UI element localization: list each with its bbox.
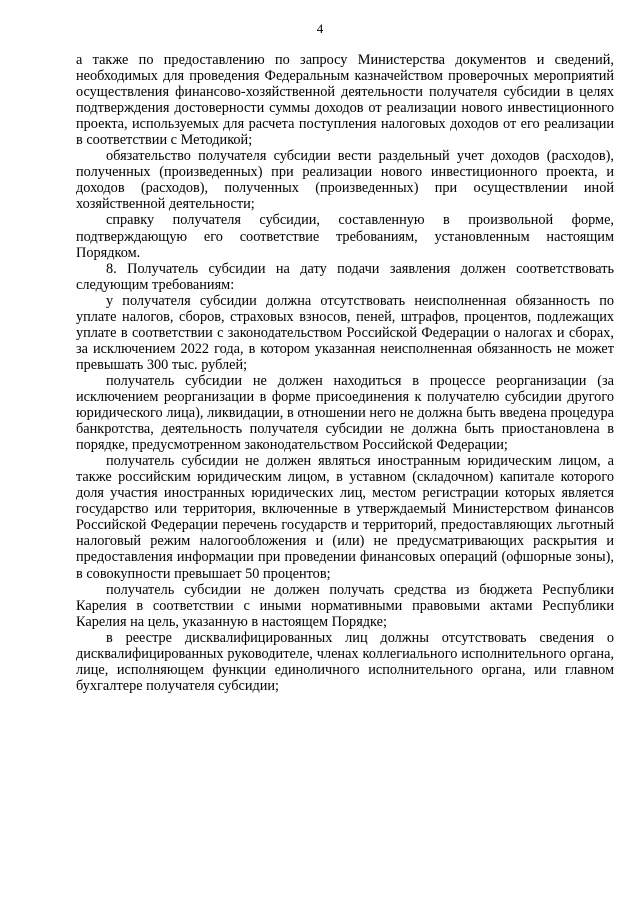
paragraph: а также по предоставлению по запросу Министерства документов и сведений, необходимых для проведения Федеральным казначейством проверочных мероприятий осуществления финансово-хозяйственной деятельности получателя субсидии в целях подтверждения достоверности суммы доходов от реализации нового инвестиционного проекта, используемых для расчета поступления налоговых доходов от его реализации в соответствии с Методикой; (76, 52, 614, 149)
document-body (76, 52, 614, 694)
paragraph: 8. Получатель субсидии на дату подачи заявления должен соответствовать следующим требованиям: (76, 260, 614, 293)
paragraph: обязательство получателя субсидии вести раздельный учет доходов (расходов), полученных (произведенных) при реализации нового инвестиционного проекта, и доходов (расходов), полученных (произведенных) при осуществлении иной хозяйственной деятельности; (76, 148, 614, 213)
paragraph: получатель субсидии не должен находиться в процессе реорганизации (за исключением реорганизации в форме присоединения к получателю субсидии другого юридического лица), ликвидации, в отношении него не должна быть введена процедура банкротства, деятельность получателя субсидии не должна быть приостановлена в порядке, предусмотренном законодательством Российской Федерации; (76, 372, 614, 454)
paragraph: в реестре дисквалифицированных лиц должны отсутствовать сведения о дисквалифицированных руководителе, членах коллегиального исполнительного органа, лице, исполняющем функции единоличного исполнительного органа, или главном бухгалтере получателя субсидии; (76, 629, 614, 694)
paragraph: справку получателя субсидии, составленную в произвольной форме, подтверждающую его соответствие требованиям, установленным настоящим Порядком. (76, 212, 614, 261)
paragraph: у получателя субсидии должна отсутствовать неисполненная обязанность по уплате налогов, сборов, страховых взносов, пеней, штрафов, процентов, подлежащих уплате в соответствии с законодательством Российской Федерации о налогах и сборах, за исключением 2022 года, в котором указанная неисполненная обязанность не может превышать 300 тыс. рублей; (76, 292, 614, 373)
paragraph: получатель субсидии не должен получать средства из бюджета Республики Карелия в соответствии с иными нормативными правовыми актами Республики Карелия на цель, указанную в настоящем Порядке; (76, 581, 614, 630)
paragraph: получатель субсидии не должен являться иностранным юридическим лицом, а также российским юридическим лицом, в уставном (складочном) капитале которого доля участия иностранных юридических лиц, местом регистрации которых является государство или территория, включенные в утверждаемый Министерством финансов Российской Федерации перечень государств и территорий, предоставляющих льготный налоговый режим налогообложения и (или) не предусматривающих раскрытия и предоставления информации при проведении финансовых операций (офшорные зоны), в совокупности превышает 50 процентов; (76, 453, 614, 582)
page-number: 4 (316, 21, 324, 36)
